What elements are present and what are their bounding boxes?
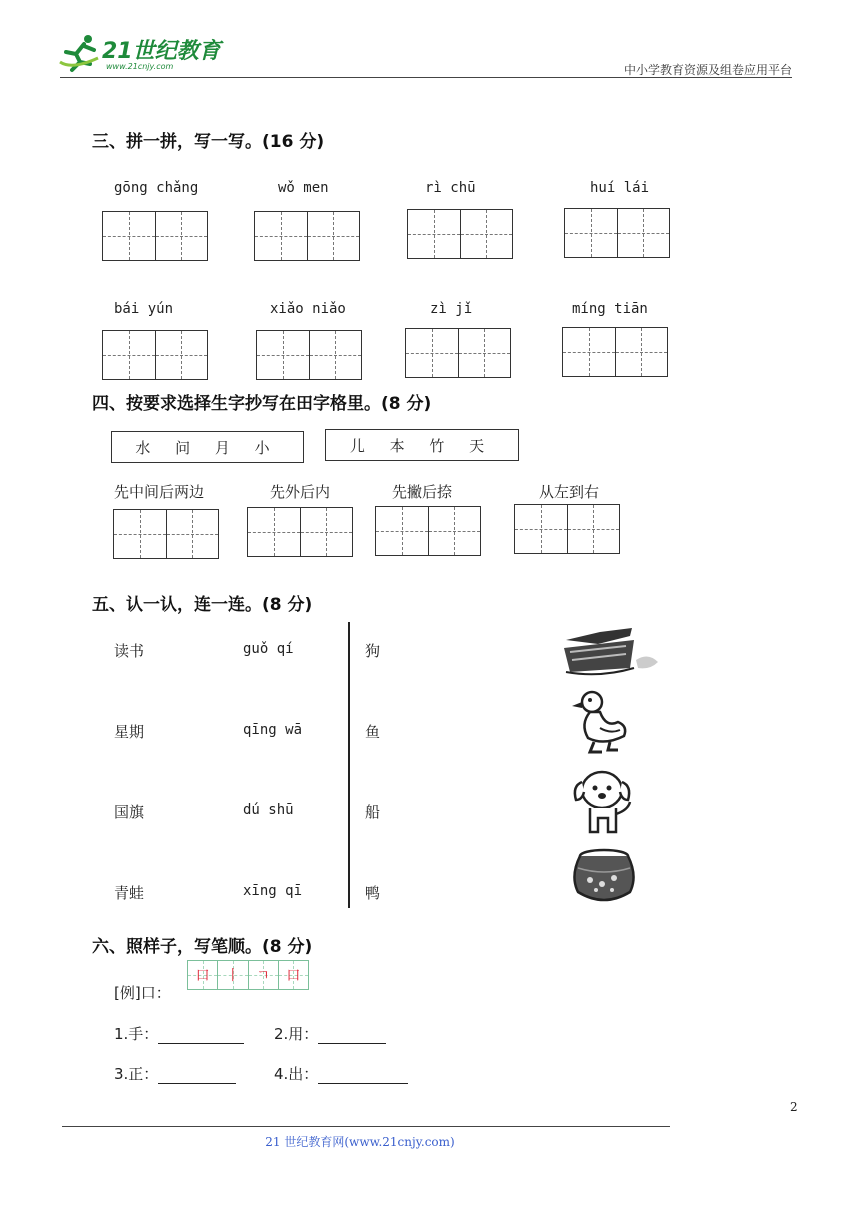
tianzige-grid[interactable] (254, 211, 360, 261)
word-item[interactable]: 星期 (114, 723, 145, 741)
header-platform-text: 中小学教育资源及组卷应用平台 (623, 63, 792, 77)
animal-word[interactable]: 狗 (365, 642, 381, 660)
tianzige-grid[interactable] (405, 328, 511, 378)
ship-picture[interactable] (560, 622, 664, 680)
pinyin-label: huí lái (590, 180, 650, 196)
section3-title: 三、拼一拼，写一写。(16 分) (92, 132, 325, 152)
character-choice-box: 儿 本 竹 天 (325, 429, 519, 461)
word-item[interactable]: 读书 (114, 642, 145, 660)
stroke-cell: ㄱ (249, 961, 279, 989)
stroke-rule-label: 先撇后捺 (392, 483, 453, 501)
stroke-order-item: 1.手： (114, 1023, 244, 1044)
character-choice-box: 水 问 月 小 (111, 431, 304, 463)
animal-word[interactable]: 鸭 (365, 884, 381, 902)
section6-title: 六、照样子，写笔顺。(8 分) (92, 937, 313, 957)
stroke-cell: 口 (279, 961, 308, 989)
page-number: 2 (790, 1100, 798, 1114)
logo-text: 21世纪教育 (102, 39, 221, 64)
runner-icon (58, 32, 104, 74)
answer-blank[interactable] (158, 1027, 244, 1044)
answer-blank[interactable] (318, 1027, 386, 1044)
tianzige-grid[interactable] (247, 507, 353, 557)
pinyin-label: bái yún (114, 301, 174, 317)
footer-divider (62, 1126, 670, 1127)
stroke-rule-label: 先外后内 (270, 483, 331, 501)
stroke-order-item: 2.用： (274, 1023, 386, 1044)
footer-site-link[interactable]: 21 世纪教育网(www.21cnjy.com) (265, 1135, 455, 1149)
animal-word[interactable]: 船 (365, 803, 381, 821)
word-item[interactable]: 国旗 (114, 803, 145, 821)
pinyin-label: míng tiān (572, 301, 648, 317)
tianzige-grid[interactable] (256, 330, 362, 380)
tianzige-grid[interactable] (113, 509, 219, 559)
tianzige-grid[interactable] (564, 208, 670, 258)
answer-blank[interactable] (318, 1067, 408, 1084)
stroke-order-item: 4.出： (274, 1063, 408, 1084)
stroke-order-item: 3.正： (114, 1063, 236, 1084)
section5-title: 五、认一认，连一连。(8 分) (92, 595, 313, 615)
pinyin-item[interactable]: xīng qī (243, 883, 303, 899)
matching-divider (348, 622, 350, 908)
pinyin-label: wǒ men (278, 180, 329, 196)
tianzige-grid[interactable] (514, 504, 620, 554)
answer-blank[interactable] (158, 1067, 236, 1084)
site-logo (58, 30, 228, 78)
pinyin-label: zì jǐ (430, 301, 473, 317)
logo-url: www.21cnjy.com (106, 62, 174, 71)
section4-title: 四、按要求选择生字抄写在田字格里。(8 分) (92, 394, 432, 414)
word-item[interactable]: 青蛙 (114, 884, 145, 902)
tianzige-grid[interactable] (102, 330, 208, 380)
tianzige-grid[interactable] (375, 506, 481, 556)
stroke-cell: 丨 (218, 961, 248, 989)
header-divider (60, 77, 792, 78)
tianzige-grid[interactable] (407, 209, 513, 259)
animal-word[interactable]: 鱼 (365, 723, 381, 741)
example-stroke-strip (187, 960, 309, 990)
pinyin-label: xiǎo niǎo (270, 301, 346, 317)
duck-picture[interactable] (570, 688, 634, 756)
tianzige-grid[interactable] (562, 327, 668, 377)
pinyin-label: rì chū (425, 180, 476, 196)
pinyin-item[interactable]: dú shū (243, 802, 294, 818)
pinyin-item[interactable]: guǒ qí (243, 641, 294, 657)
stroke-rule-label: 先中间后两边 (114, 483, 205, 501)
pinyin-label: gōng chǎng (114, 180, 199, 196)
example-label: [例]口： (114, 984, 171, 1002)
stroke-rule-label: 从左到右 (539, 483, 600, 501)
dog-picture[interactable] (570, 766, 636, 838)
tianzige-grid[interactable] (102, 211, 208, 261)
stroke-cell: 口 (188, 961, 218, 989)
pinyin-item[interactable]: qīng wā (243, 722, 303, 738)
fishbowl-picture[interactable] (568, 846, 640, 906)
